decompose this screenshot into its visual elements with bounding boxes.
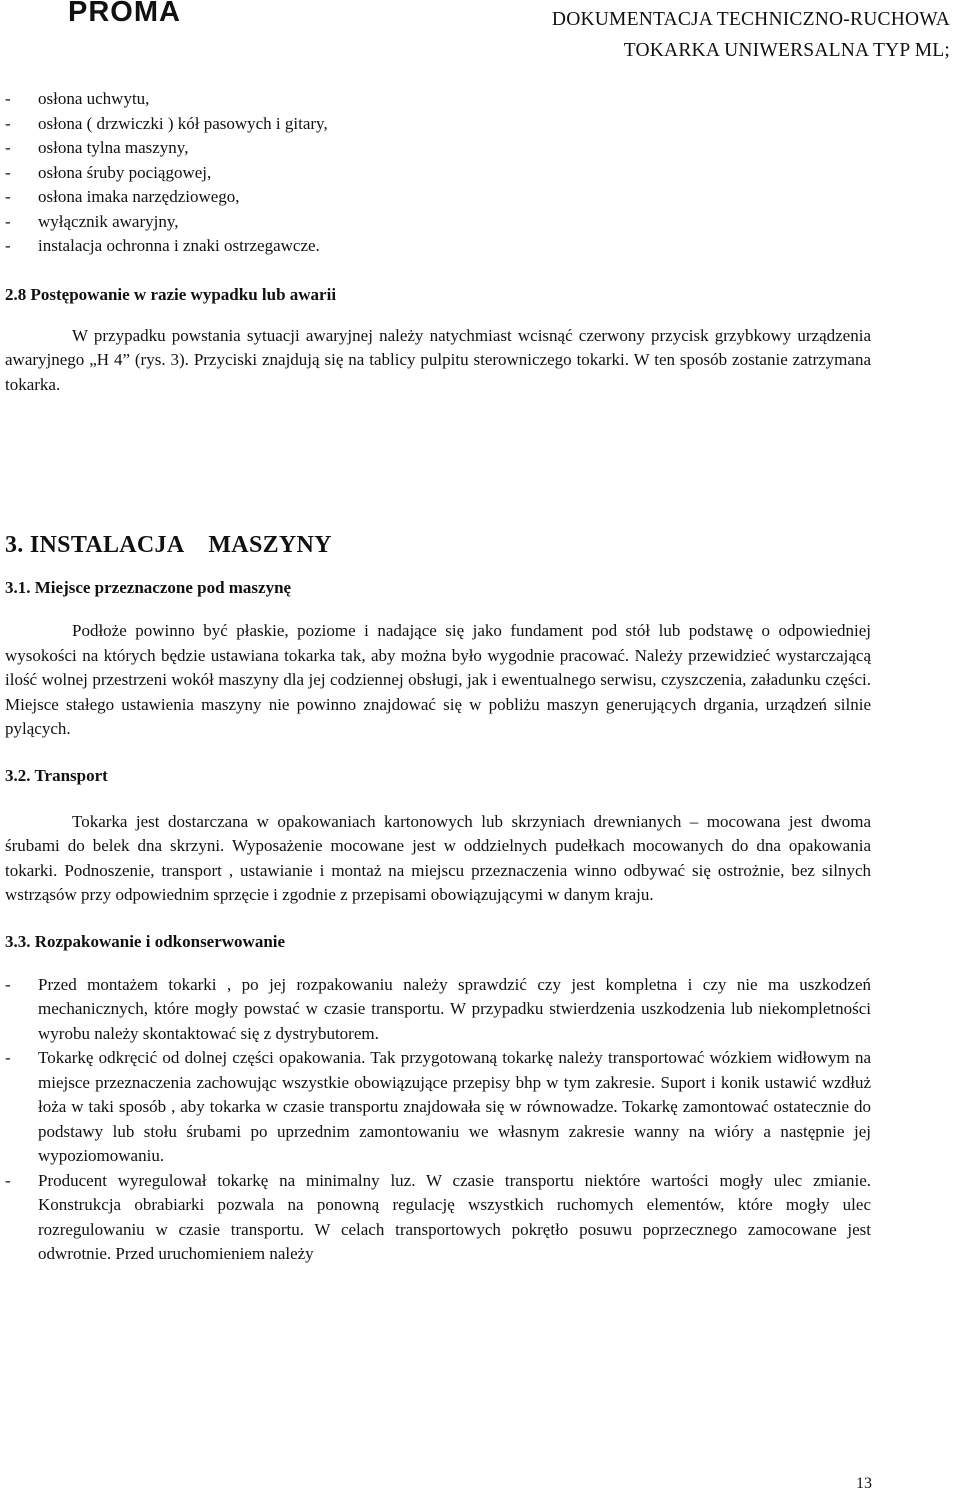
document-title-line-1: DOKUMENTACJA TECHNICZNO-RUCHOWA — [551, 9, 950, 30]
list-item: - osłona ( drzwiczki ) kół pasowych i gitary, — [5, 113, 328, 133]
list-item: - wyłącznik awaryjny, — [5, 211, 179, 231]
list-item: - osłona śruby pociągowej, — [5, 162, 212, 182]
unpacking-steps-list — [5, 973, 871, 1267]
list-item: - osłona tylna maszyny, — [5, 138, 189, 157]
section-3-1-heading: 3.1. Miejsce przeznaczone pod maszynę — [5, 578, 292, 597]
document-title-line-2: TOKARKA UNIWERSALNA TYP ML; — [623, 40, 950, 61]
section-3-heading: 3. INSTALACJA MASZYNY — [5, 532, 332, 558]
list-item: - osłona uchwytu, — [5, 89, 150, 108]
page-number: 13 — [856, 1475, 872, 1492]
list-item: - Tokarkę odkręcić od dolnej części opakowania. Tak przygotowaną tokarkę należy transportować wózkiem widłowym na miejsce przeznaczenia zachowując wszystkie obowiązujące przepisy bhp w tym zakresie. Suport i konik ustawić wzdłuż łoża w taki sposób , aby tokarka w czasie transportu znajdowała się w równowadze. Tokarkę zamontować ostatecznie do podstawy lub stołu śrubami po uprzednim zamontowaniu we własnym zakresie wanny na wióry a następnie jej wypoziomowaniu. — [5, 1048, 871, 1165]
safety-guards-list — [5, 87, 871, 259]
list-item: - osłona imaka narzędziowego, — [5, 187, 240, 206]
section-3-2-body: Tokarka jest dostarczana w opakowaniach kartonowych lub skrzyniach drewnianych – mocowana jest dwoma śrubami do belek dna skrzyni. Wyposażenie mocowane jest w oddzielnych pudełkach mocowanych do dna opakowania tokarki. Podnoszenie, transport , ustawianie i montaż na miejscu przeznaczenia winno odbywać się ostrożnie, bez silnych wstrząsów przy odpowiednim sprzęcie i zgodnie z przepisami obowiązującymi w danym kraju. — [5, 811, 871, 904]
list-item: - Przed montażem tokarki , po jej rozpakowaniu należy sprawdzić czy jest kompletna i czy nie ma uszkodzeń mechanicznych, które mogły powstać w czasie transportu. W przypadku stwierdzenia uszkodzenia lub niekompletności wyrobu należy skontaktować się z dystrybutorem. — [5, 974, 871, 1043]
section-3-3-heading: 3.3. Rozpakowanie i odkonserwowanie — [5, 931, 286, 951]
section-3-1-body: Podłoże powinno być płaskie, poziome i nadające się jako fundament pod stół lub podstawę o odpowiedniej wysokości na których będzie ustawiana tokarka tak, aby można było wygodnie pracować. Należy przewidzieć wystarczającą ilość wolnej przestrzeni wokół maszyny dla jej codziennej obsługi, jak i ewentualnego serwisu, czyszczenia, załadunku części. Miejsce stałego ustawienia maszyny nie powinno znajdować się w pobliżu maszyn generujących drgania, urządzeń silnie pylących. — [5, 621, 871, 738]
company-logo: PROMA — [68, 0, 181, 28]
list-item: - Producent wyregulował tokarkę na minimalny luz. W czasie transportu niektóre wartości mogły ulec zmianie. Konstrukcja obrabiarki pozwala na ponowną regulację wszystkich ruchomych elementów, które mogły ulec rozregulowaniu w czasie transportu. W celach transportowych pokrętło posuwu poprzecznego zamocowane jest odwrotnie. Przed uruchomieniem należy — [5, 1170, 871, 1263]
section-3-2-heading: 3.2. Transport — [5, 765, 108, 785]
section-2-8-heading: 2.8 Postępowanie w razie wypadku lub awarii — [5, 284, 337, 304]
list-item: - instalacja ochronna i znaki ostrzegawcze. — [5, 236, 320, 255]
page-content — [5, 87, 871, 1267]
document-title — [552, 4, 950, 66]
section-2-8-body: W przypadku powstania sytuacji awaryjnej należy natychmiast wcisnąć czerwony przycisk grzybkowy urządzenia awaryjnego „H 4” (rys. 3). Przyciski znajdują się na tablicy pulpitu sterowniczego tokarki. W ten sposób zostanie zatrzymana tokarka. — [5, 325, 871, 394]
page-header — [0, 0, 960, 60]
